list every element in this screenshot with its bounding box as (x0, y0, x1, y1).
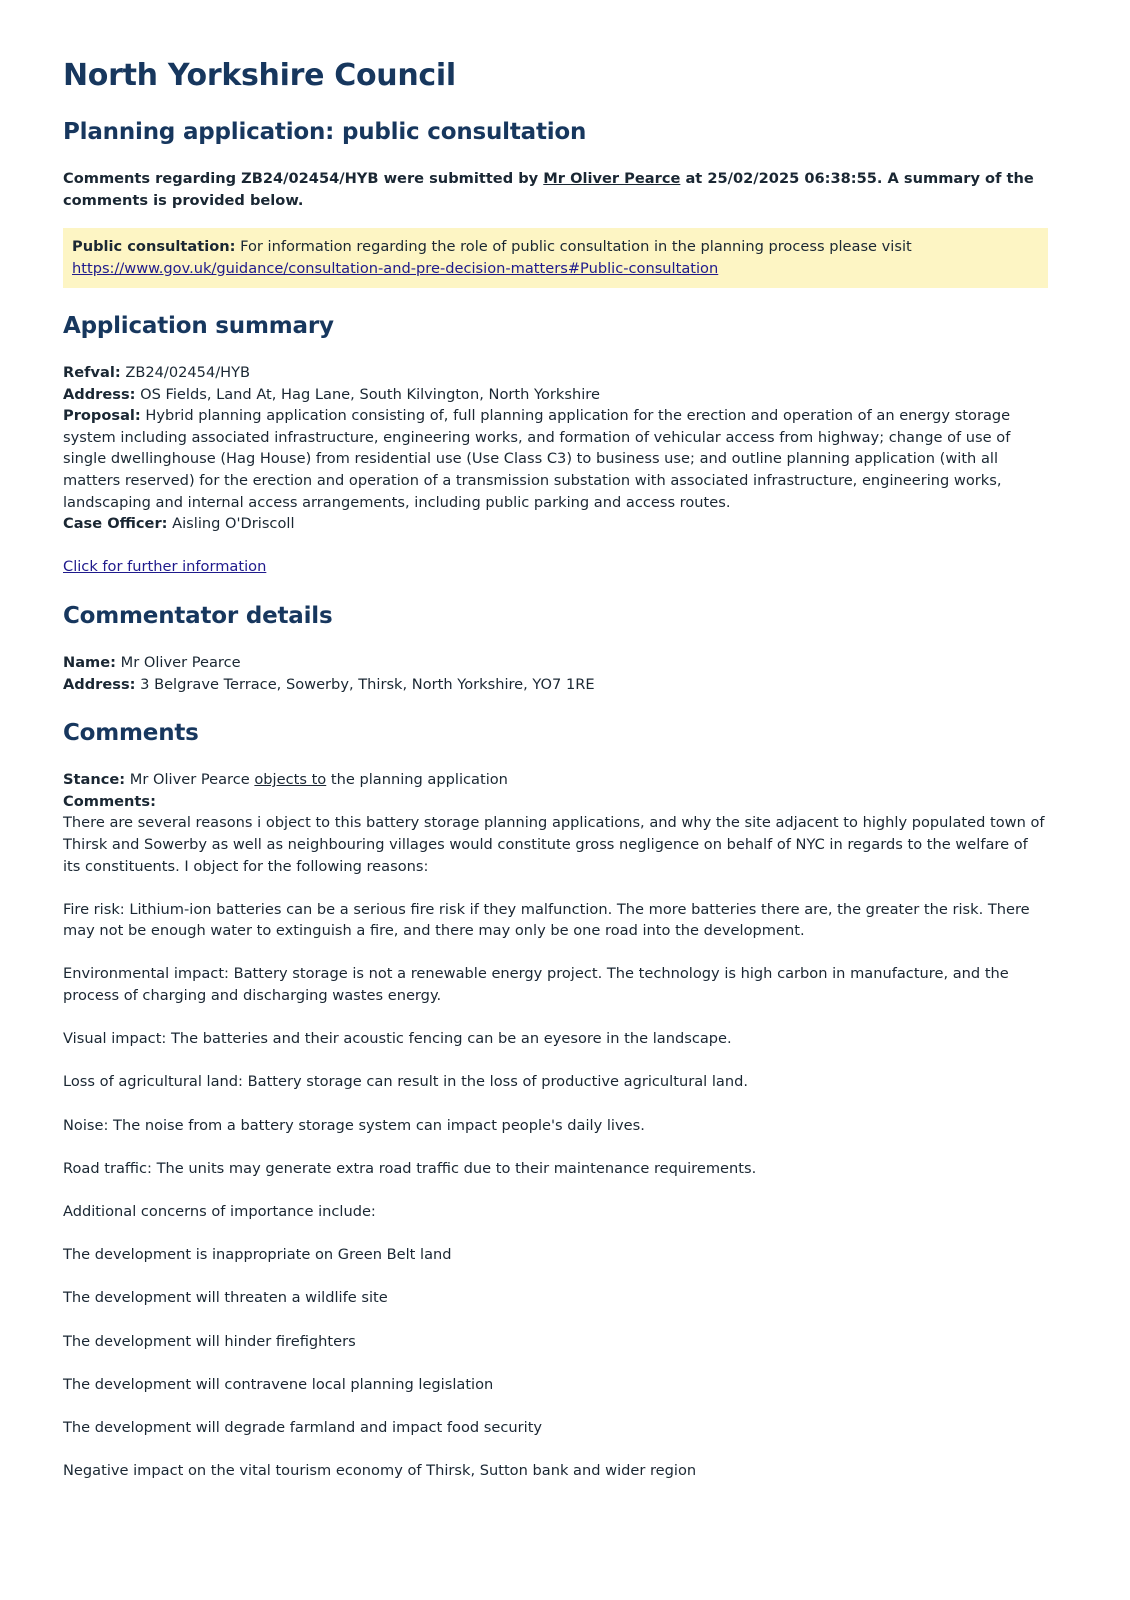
page-subtitle: Planning application: public consultation (63, 119, 587, 145)
comment-paragraph: Visual impact: The batteries and their acoustic fencing can be an eyesore in the landscape. (63, 1030, 732, 1048)
commentator-name-link[interactable]: Mr Oliver Pearce (543, 170, 681, 187)
council-title: North Yorkshire Council (63, 58, 456, 93)
comment-paragraph: Noise: The noise from a battery storage system can impact people's daily lives. (63, 1116, 645, 1134)
comment-paragraph: Negative impact on the vital tourism economy of Thirsk, Sutton bank and wider region (63, 1462, 697, 1480)
comment-paragraph: Environmental impact: Battery storage is not a renewable energy project. The technology is high carbon in manufacture, and the process of charging and discharging wastes energy. (63, 965, 1009, 1005)
comment-paragraph: The development will contravene local planning legislation (63, 1375, 494, 1393)
paragraph-gap (63, 1395, 1048, 1417)
comment-paragraph: Fire risk: Lithium-ion batteries can be a serious fire risk if they malfunction. The more batteries there are, the greater the risk. There may not be enough water to extinguish a fire, and there may only be one road into the development. (63, 900, 1030, 940)
paragraph-gap (63, 1309, 1048, 1331)
commentator-address-row (63, 674, 1048, 696)
case-officer-row (63, 513, 1048, 535)
comment-paragraph: There are several reasons i object to this battery storage planning applications, and why the site adjacent to highly populated town of Thirsk and Sowerby as well as neighbouring villages would constitute gross negligence on behalf of NYC in regards to the welfare of its constituents. I object for the following reasons: (63, 814, 1045, 875)
consultation-guidance-link[interactable]: https://www.gov.uk/guidance/consultation-and-pre-decision-matters#Public-consultation (72, 259, 719, 277)
stance-label: Stance: (63, 771, 126, 789)
public-consultation-notice (63, 228, 1048, 288)
proposal-value: Hybrid planning application consisting of, full planning application for the erection and operation of an energy storage system including associated infrastructure, engineering works, and formation of vehicular access from highway; change of use of single dwellinghouse (Hag House) from residential use (Use Class C3) to business use; and outline planning application (with all matters reserved) for the erection and operation of a transmission substation with associated infrastructure, engineering works, landscaping and internal access arrangements, including public parking and access routes. (63, 407, 1011, 511)
intro-prefix: Comments regarding ZB24/02454/HYB were submitted by (63, 170, 544, 187)
paragraph-gap (63, 877, 1048, 899)
address-label: Address: (63, 385, 136, 403)
address-row (63, 384, 1048, 406)
submission-intro (63, 168, 1048, 211)
comment-paragraph: The development will hinder firefighters (63, 1332, 356, 1350)
comment-paragraph: Additional concerns of importance include: (63, 1203, 376, 1220)
commentator-address-label: Address: (63, 675, 136, 693)
commentator-address-value: 3 Belgrave Terrace, Sowerby, Thirsk, North Yorkshire, YO7 1RE (135, 675, 595, 693)
paragraph-gap (63, 1439, 1048, 1461)
notice-text: For information regarding the role of public consultation in the planning process please visit (235, 238, 912, 255)
intro-suffix: at 25/02/2025 06:38:55. A summary of the comments is provided below. (63, 170, 1034, 209)
case-officer-label: Case Officer: (63, 515, 168, 533)
comment-paragraph: The development will degrade farmland and impact food security (63, 1418, 543, 1436)
comment-paragraph: Loss of agricultural land: Battery storage can result in the loss of productive agricultural land. (63, 1073, 748, 1091)
comments-label: Comments: (63, 792, 156, 810)
application-summary-heading: Application summary (63, 313, 334, 339)
address-value: OS Fields, Land At, Hag Lane, South Kilvington, North Yorkshire (135, 385, 600, 403)
comment-paragraph: The development is inappropriate on Green Belt land (63, 1246, 452, 1264)
stance-link[interactable]: objects to (254, 771, 327, 789)
further-information-link[interactable]: Click for further information (63, 558, 267, 576)
stance-row (63, 769, 1048, 791)
paragraph-gap (63, 1266, 1048, 1288)
proposal-label: Proposal: (63, 407, 141, 425)
commentator-details (63, 652, 1048, 695)
stance-prefix: Mr Oliver Pearce (125, 771, 255, 789)
refval-value: ZB24/02454/HYB (120, 364, 251, 381)
comment-paragraph: Road traffic: The units may generate extra road traffic due to their maintenance requirements. (63, 1159, 757, 1177)
paragraph-gap (63, 1093, 1048, 1115)
paragraph-gap (63, 1352, 1048, 1374)
stance-suffix: the planning application (326, 771, 508, 789)
comment-paragraph: The development will threaten a wildlife site (63, 1289, 388, 1307)
paragraph-gap (63, 942, 1048, 964)
commentator-name-row (63, 652, 1048, 674)
commentator-name-value: Mr Oliver Pearce (116, 653, 241, 671)
paragraph-gap (63, 1136, 1048, 1158)
paragraph-gap (63, 1223, 1048, 1245)
paragraph-gap (63, 1007, 1048, 1029)
refval-label: Refval: (63, 364, 121, 381)
further-info-row (63, 556, 1048, 578)
commentator-details-heading: Commentator details (63, 602, 333, 629)
application-summary (63, 362, 1048, 535)
case-officer-value: Aisling O'Driscoll (167, 515, 295, 533)
paragraph-gap (63, 1179, 1048, 1201)
refval-row (63, 362, 1048, 384)
paragraph-gap (63, 1050, 1048, 1072)
commentator-name-label: Name: (63, 653, 117, 671)
proposal-row (63, 405, 1048, 513)
comments-body (63, 769, 1048, 1482)
comments-heading: Comments (63, 720, 199, 747)
notice-label: Public consultation: (72, 238, 236, 255)
